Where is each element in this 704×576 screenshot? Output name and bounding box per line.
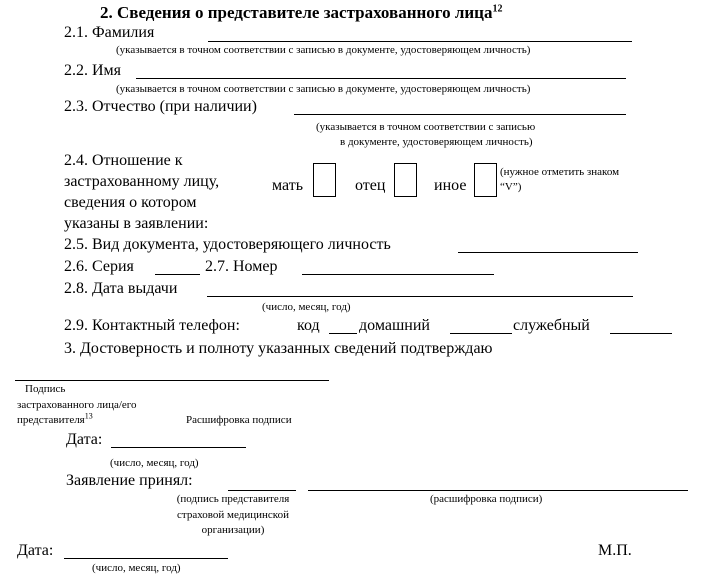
accepted-signature-field[interactable] [228,490,296,491]
signature-date-field[interactable] [111,447,246,448]
number-field[interactable] [302,274,494,275]
org-signature-caption-1: (подпись представителя [176,493,290,505]
signature-date-hint: (число, месяц, год) [110,457,199,469]
name-label: 2.2. Имя [64,62,122,79]
relation-label-3: сведения о котором [64,194,197,211]
signature-caption-3 [17,411,93,427]
decryption-caption: Расшифровка подписи [186,414,292,426]
phone-code-field[interactable] [329,333,357,334]
name-field[interactable] [136,78,626,79]
relation-note-2: “V”) [500,181,522,193]
footer-date-field[interactable] [64,558,228,559]
surname-hint: (указывается в точном соответствии с записью в документе, удостоверяющем личность) [116,44,531,56]
footer-date-hint: (число, месяц, год) [92,562,181,574]
relation-label-1: 2.4. Отношение к [64,152,183,169]
patronymic-field[interactable] [294,114,626,115]
signature-line[interactable] [15,380,329,381]
relation-note-1: (нужное отметить знаком [500,166,620,178]
phone-home-field[interactable] [450,333,512,334]
relation-label-4: указаны в заявлении: [64,215,209,232]
footer-date-label: Дата: [17,542,54,559]
series-label: 2.6. Серия [64,258,134,275]
document-type-field[interactable] [458,252,638,253]
signature-caption-2: застрахованного лица/его [17,399,137,411]
relation-label-2: застрахованному лицу, [64,173,220,190]
title-footnote: 12 [492,3,503,15]
section-title-text: 2. Сведения о представителе застрахованного лица [100,3,493,22]
option-father-label: отец [355,177,386,194]
accepted-decryption-field[interactable] [308,490,688,491]
patronymic-hint-1: (указывается в точном соответствии с записью [316,121,536,133]
name-hint: (указывается в точном соответствии с записью в документе, удостоверяющем личность) [116,83,531,95]
confirm-label: 3. Достоверность и полноту указанных сведений подтверждаю [64,340,493,357]
phone-work-label: служебный [513,317,590,334]
number-label: 2.7. Номер [205,258,278,275]
signature-date-label: Дата: [66,431,103,448]
option-other-checkbox[interactable] [474,163,497,197]
stamp-label: М.П. [598,542,632,559]
issue-date-hint: (число, месяц, год) [262,301,351,313]
surname-field[interactable] [208,41,632,42]
phone-code-label: код [297,317,320,334]
option-father-checkbox[interactable] [394,163,417,197]
accepted-decryption-caption: (расшифровка подписи) [430,493,543,505]
accepted-label: Заявление принял: [66,472,193,489]
org-signature-caption-3: организации) [201,524,265,536]
patronymic-label: 2.3. Отчество (при наличии) [64,98,257,115]
option-other-label: иное [434,177,467,194]
signature-footnote: 13 [84,411,93,421]
phone-work-field[interactable] [610,333,672,334]
option-mother-label: мать [272,177,303,194]
series-field[interactable] [155,274,200,275]
section-title [100,3,502,22]
phone-label: 2.9. Контактный телефон: [64,317,240,334]
issue-date-label: 2.8. Дата выдачи [64,280,178,297]
patronymic-hint-2: в документе, удостоверяющем личность) [340,136,533,148]
issue-date-field[interactable] [207,296,633,297]
document-type-label: 2.5. Вид документа, удостоверяющего личность [64,236,391,253]
org-signature-caption-2: страховой медицинской [177,509,289,521]
signature-caption-1: Подпись [25,383,66,395]
signature-caption-3-text: представителя [17,414,85,426]
option-mother-checkbox[interactable] [313,163,336,197]
phone-home-label: домашний [359,317,430,334]
surname-label: 2.1. Фамилия [64,24,155,41]
